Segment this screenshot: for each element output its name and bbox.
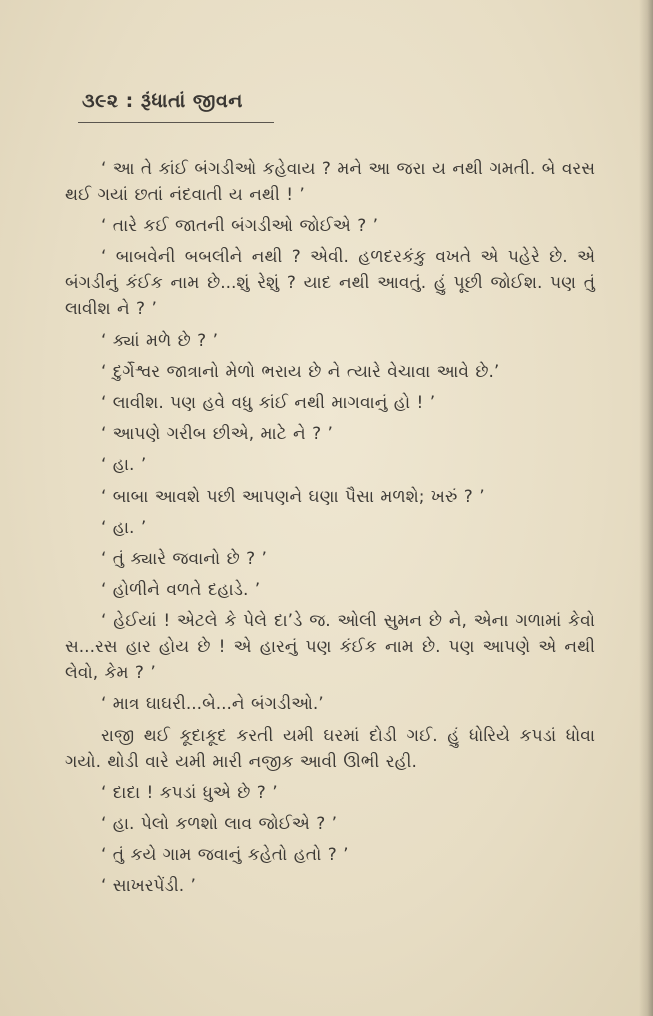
- paragraph: ‘ આ તે કાંઈ બંગડીઓ કહેવાય ? મને આ જરા ય નથી ગમતી. બે વરસ થઈ ગયાં છતાં નંદવાતી ય નથી ! ’: [65, 159, 595, 205]
- paragraph: ‘ માત્ર ઘાઘરી...બે...ને બંગડીઓ.’: [101, 694, 324, 715]
- paragraph: રાજી થઈ કૂદાકૂદ કરતી યમી ઘરમાં દોડી ગઈ. હું ધોરિયે કપડાં ધોવા ગયો. થોડી વારે યમી મારી નજીક આવી ઊભી રહી.: [65, 725, 595, 772]
- paragraph: ‘ હા. ’: [101, 455, 147, 476]
- page-edge-shadow: [639, 0, 653, 1016]
- paragraph: ‘ ક્યાં મળે છે ? ’: [101, 330, 219, 351]
- body-text: [65, 156, 595, 899]
- paragraph: ‘ તું કયે ગામ જવાનું કહેતો હતો ? ’: [101, 845, 349, 866]
- paragraph: ‘ તારે કઈ જાતની બંગડીઓ જોઈએ ? ’: [101, 216, 379, 237]
- paragraph: ‘ દાદા ! કપડાં ધુએ છે ? ’: [101, 782, 278, 803]
- paragraph: ‘ હોળીને વળતે દહાડે. ’: [101, 580, 261, 601]
- paragraph: ‘ બાબવેની બબલીને નથી ? એવી. હળદરકંકુ વખતે એ પહેરે છે. એ બંગડીનું કંઈક નામ છે...શું રેશું ? યાદ નથી આવતું. હું પૂછી જોઈશ. પણ તું લાવીશ ને ? ’: [65, 247, 595, 320]
- paragraph: ‘ બાબા આવશે પછી આપણને ઘણા પૈસા મળશે; ખરું ? ’: [101, 486, 485, 507]
- paragraph: ‘ તું ક્યારે જવાનો છે ? ’: [101, 548, 267, 569]
- paragraph: ‘ લાવીશ. પણ હવે વધુ કાંઈ નથી માગવાનું હો ! ’: [101, 392, 436, 413]
- paragraph: ‘ હા. પેલો કળશો લાવ જોઈએ ? ’: [101, 814, 338, 834]
- paragraph: ‘ દુર્ગેશ્વર જાત્રાનો મેળો ભરાય છે ને ત્યારે વેચાવા આવે છે.’: [101, 361, 500, 382]
- paragraph: ‘ આપણે ગરીબ છીએ, માટે ને ? ’: [101, 424, 333, 445]
- paragraph: ‘ હેઈયાં ! એટલે કે પેલે દા’ડે જ. ઓલી સુમન છે ને, એના ગળામાં કેવો સ...રસ હાર હોય છે ! એ હારનું પણ કંઈક નામ છે. પણ આપણે એ નથી લેવો, કેમ ? ’: [65, 611, 595, 684]
- header-underline: [78, 122, 274, 123]
- paragraph: ‘ હા. ’: [101, 517, 147, 538]
- paragraph: ‘ સાખરપેંડી. ’: [101, 876, 196, 897]
- running-header: ૩૯૨ : રૂંધાતાં જીવન: [82, 90, 243, 112]
